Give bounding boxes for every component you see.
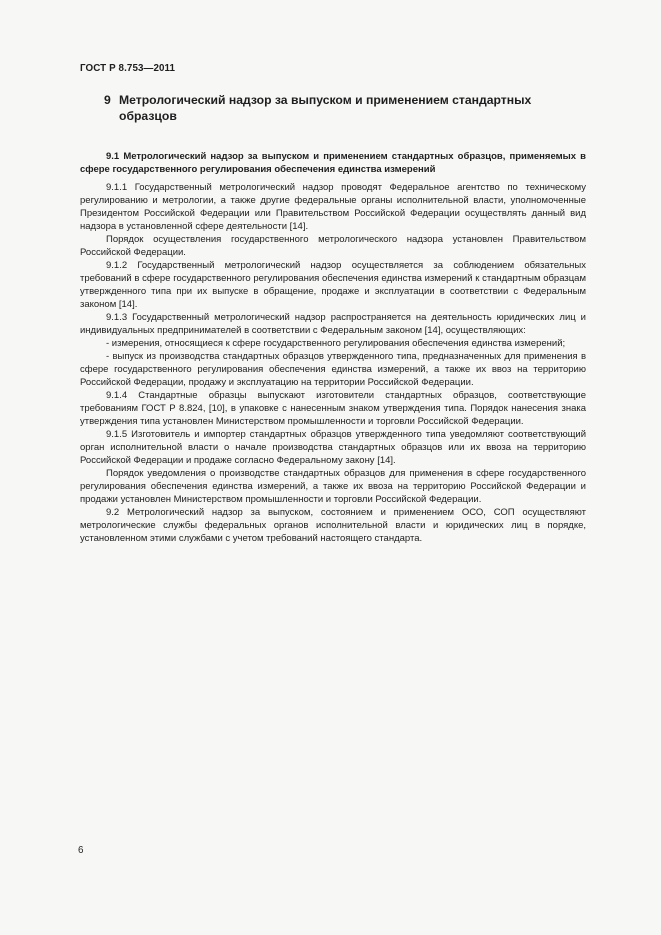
section-title-line1: Метрологический надзор за выпуском и применением стандартных	[119, 93, 532, 107]
paragraph: 9.1.4 Стандартные образцы выпускают изготовители стандартных образцов, соответствующие требованиям ГОСТ Р 8.824, [10], в упаковке с нанесенным знаком утверждения типа. Порядок нанесения знака утверждения типа установлен Министерством промышленности и торговли Российской Федерации.	[80, 390, 586, 427]
section-body	[80, 150, 586, 545]
subsection-heading: 9.1 Метрологический надзор за выпуском и применением стандартных образцов, применяемых в сфере государственного регулирования обеспечения единства измерений	[80, 151, 586, 175]
paragraph: Порядок уведомления о производстве стандартных образцов для применения в сфере государственного регулирования обеспечения единства измерений, а также их ввоза на территорию Российской Федерации и продажи установлен Министерством промышленности и торговли Российской Федерации.	[80, 468, 586, 505]
paragraph: 9.1.2 Государственный метрологический надзор осуществляется за соблюдением обязательных требований в сфере государственного регулирования обеспечения единства измерений к стандартным образцам утвержденного типа при их выпуске в обращение, продаже и эксплуатации в соответствии с Федеральным законом [14].	[80, 260, 586, 310]
paragraph: 9.2 Метрологический надзор за выпуском, состоянием и применением ОСО, СОП осуществляют метрологические службы федеральных органов исполнительной власти и юридических лиц в порядке, установленном этими службами с учетом требований настоящего стандарта.	[80, 507, 586, 544]
section-number: 9	[104, 93, 111, 107]
list-item: - выпуск из производства стандартных образцов утвержденного типа, предназначенных для применения в сфере государственного регулирования обеспечения единства измерений, а также их ввоз на территорию Российской Федерации, продажу и эксплуатацию на территории Российской Федерации.	[80, 351, 586, 388]
paragraph: 9.1.5 Изготовитель и импортер стандартных образцов утвержденного типа уведомляют соответствующий орган исполнительной власти о начале производства стандартных образцов или их ввоза на территорию Российской Федерации и продаже согласно Федеральному закону [14].	[80, 429, 586, 466]
section-title	[104, 92, 604, 124]
list-item: - измерения, относящиеся к сфере государственного регулирования обеспечения единства измерений;	[106, 338, 566, 349]
section-title-line2: образцов	[119, 109, 177, 123]
page-number: 6	[78, 845, 84, 856]
paragraph: Порядок осуществления государственного метрологического надзора установлен Правительством Российской Федерации.	[80, 234, 586, 258]
document-code: ГОСТ Р 8.753—2011	[80, 63, 176, 74]
paragraph: 9.1.1 Государственный метрологический надзор проводят Федеральное агентство по техническому регулированию и метрологии, а также другие федеральные органы исполнительной власти, уполномоченные Президентом Российской Федерации или Правительством Российской Федерации осуществлять данный вид надзора в установленной сфере деятельности [14].	[80, 182, 586, 232]
paragraph: 9.1.3 Государственный метрологический надзор распространяется на деятельность юридических лиц и индивидуальных предпринимателей в соответствии с Федеральным законом [14], осуществляющих:	[80, 312, 586, 336]
